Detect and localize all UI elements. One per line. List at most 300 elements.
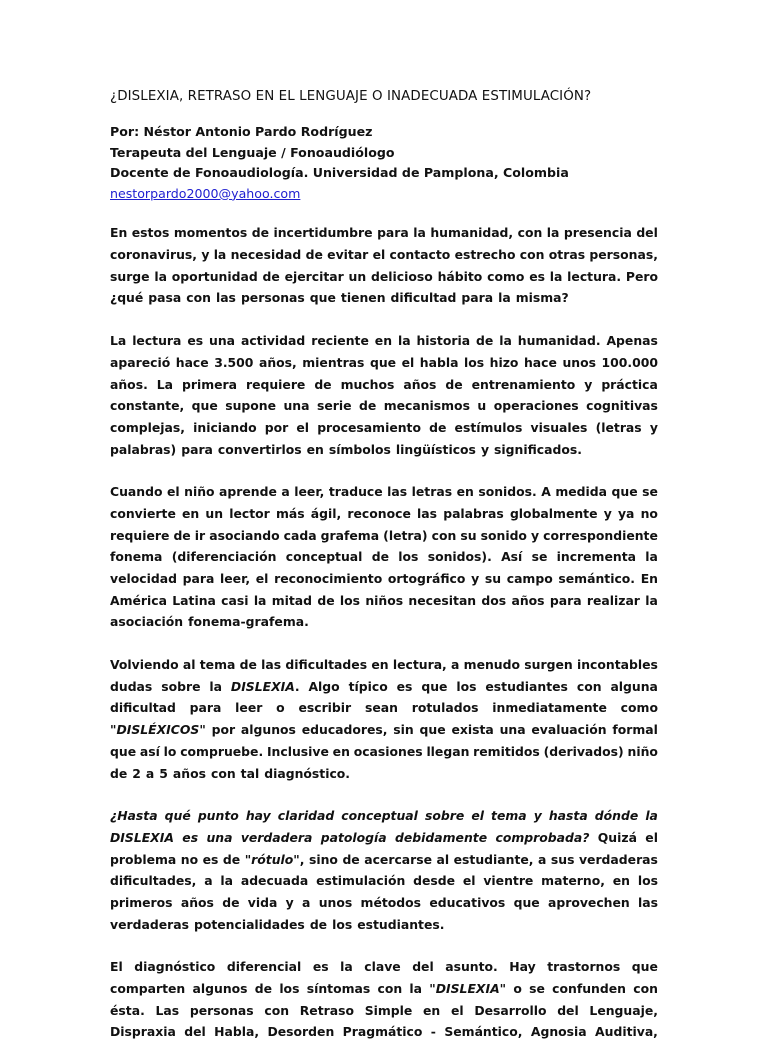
- word: de: [342, 851, 360, 867]
- word: la: [645, 549, 658, 565]
- word: con: [633, 981, 658, 996]
- word: su: [460, 527, 477, 543]
- text-line: [110, 978, 658, 1000]
- word: un: [205, 505, 224, 521]
- word: no: [180, 851, 199, 867]
- word: métodos: [360, 894, 422, 910]
- word: en: [612, 873, 630, 889]
- word: con: [431, 527, 457, 543]
- word: "rótulo",: [244, 851, 305, 867]
- word: de: [239, 657, 257, 673]
- word: cognitivas: [586, 398, 658, 414]
- word: supone: [225, 398, 277, 414]
- word: del: [412, 959, 434, 975]
- word: pasa: [148, 290, 182, 306]
- word: formal: [612, 722, 658, 738]
- word: evitar: [327, 247, 369, 263]
- word: así: [139, 743, 160, 759]
- word: leer,: [294, 484, 325, 500]
- word: Habla,: [214, 1024, 260, 1040]
- word: conceptual: [341, 808, 418, 824]
- word: la: [498, 290, 511, 306]
- word: verdaderas: [110, 916, 189, 932]
- word: al: [436, 851, 450, 867]
- text-line: [110, 374, 658, 396]
- word: 3.500: [214, 354, 254, 370]
- word: actividad: [240, 333, 306, 349]
- word: las: [638, 894, 658, 910]
- word: Volviendo: [110, 657, 179, 673]
- word: a: [538, 851, 547, 867]
- word: (diferenciación: [171, 549, 277, 565]
- word: campo: [506, 571, 553, 586]
- word: alguna: [610, 678, 658, 694]
- word: la: [499, 333, 512, 349]
- word: convierte: [110, 505, 176, 521]
- word: el: [255, 571, 269, 586]
- word: estímulos: [454, 419, 523, 435]
- word: materno,: [541, 873, 605, 889]
- word: que: [421, 678, 448, 694]
- word: de: [429, 419, 447, 435]
- word: el: [645, 829, 658, 845]
- word: 2: [132, 765, 141, 781]
- word: que: [419, 722, 446, 738]
- word: y: [471, 571, 480, 586]
- word: estudiantes.: [357, 916, 445, 932]
- word: correspondiente: [543, 527, 658, 543]
- word: Desarrollo: [474, 1002, 547, 1018]
- word: problema: [110, 851, 177, 867]
- word: escribir: [298, 700, 352, 716]
- word: de: [222, 894, 240, 910]
- word: de: [476, 333, 494, 349]
- word: típico: [348, 678, 388, 694]
- word: unos: [562, 354, 596, 370]
- word: claridad: [277, 808, 335, 824]
- word: patología: [320, 829, 387, 845]
- word: sobre: [424, 808, 465, 824]
- word: más: [275, 505, 305, 521]
- word: con: [186, 290, 211, 306]
- text-line: [110, 763, 658, 785]
- word: para: [189, 700, 222, 716]
- word: hasta: [548, 808, 588, 824]
- word: que: [191, 398, 218, 414]
- word: lo: [163, 743, 177, 759]
- word: para: [549, 592, 582, 608]
- text-line: [110, 654, 658, 676]
- word: conceptual: [285, 549, 363, 565]
- word: de: [173, 527, 191, 543]
- text-line: [110, 827, 658, 849]
- word: la: [409, 981, 423, 996]
- word: significados.: [494, 441, 582, 457]
- text-line: [110, 244, 658, 266]
- word: semántico.: [558, 571, 636, 586]
- word: letras: [411, 484, 453, 500]
- word: ésta.: [110, 1002, 145, 1018]
- word: años,: [258, 354, 297, 370]
- word: menudo: [463, 657, 521, 673]
- word: 100.000: [601, 354, 658, 370]
- word: aprende: [219, 484, 277, 500]
- word: personas,: [589, 247, 658, 263]
- word: medida: [555, 484, 607, 500]
- text-line: [110, 352, 658, 374]
- word: dificultades: [285, 657, 368, 673]
- word: los: [637, 873, 658, 889]
- word: su: [484, 571, 502, 586]
- word: diagnóstico: [134, 959, 216, 975]
- text-line: [110, 611, 658, 633]
- word: es: [202, 851, 219, 867]
- word: realizar: [586, 592, 640, 608]
- word: en: [456, 484, 474, 500]
- word: se: [529, 981, 545, 996]
- paragraph: [110, 481, 658, 633]
- text-line: [110, 590, 658, 612]
- word: a: [302, 894, 311, 910]
- word: velocidad: [110, 571, 177, 586]
- word: la: [546, 225, 560, 241]
- word: asociación: [110, 614, 184, 630]
- text-line: [110, 870, 658, 892]
- word: traduce: [328, 484, 383, 500]
- text-line: [110, 914, 658, 936]
- word: palabras: [443, 505, 504, 521]
- word: ir: [194, 527, 206, 543]
- word: verdadera: [240, 829, 313, 845]
- word: la: [549, 268, 563, 284]
- word: iniciando: [193, 419, 257, 435]
- word: clave: [364, 959, 401, 975]
- word: misma?: [515, 290, 569, 306]
- word: (derivados): [543, 743, 624, 759]
- text-line: [110, 697, 658, 719]
- word: de: [254, 981, 273, 996]
- word: la: [397, 333, 411, 349]
- word: lectura,: [392, 657, 447, 673]
- word: a: [281, 484, 290, 500]
- word: constante,: [110, 398, 185, 414]
- document-title: ¿DISLEXIA, RETRASO EN EL LENGUAJE O INADECUADA ESTIMULACIÓN?: [110, 89, 592, 104]
- word: ¿Hasta: [110, 808, 158, 824]
- word: años: [511, 592, 545, 608]
- word: del: [636, 225, 658, 241]
- word: años: [403, 376, 437, 392]
- word: ocasiones: [353, 743, 423, 759]
- word: (letras: [595, 419, 642, 435]
- word: vida: [247, 894, 278, 910]
- word: que: [631, 959, 658, 975]
- word: el: [401, 354, 415, 370]
- word: y: [480, 441, 490, 457]
- word: habla: [419, 354, 459, 370]
- word: "DISLEXIA": [429, 981, 507, 996]
- word: trastornos: [547, 959, 621, 975]
- word: requiere: [110, 527, 170, 543]
- word: práctica: [601, 376, 658, 392]
- word: u: [477, 398, 487, 414]
- word: DISLEXIA: [110, 829, 174, 845]
- word: estudiante,: [453, 851, 534, 867]
- word: tema: [199, 657, 236, 673]
- text-line: [110, 330, 658, 352]
- word: o: [513, 981, 522, 996]
- word: La: [156, 376, 174, 392]
- word: "DISLÉXICOS": [110, 722, 206, 738]
- word: Quizá: [597, 829, 637, 845]
- word: momentos: [173, 225, 248, 241]
- word: de: [314, 376, 332, 392]
- word: que: [611, 484, 638, 500]
- paragraph: [110, 222, 658, 309]
- text-line: [110, 741, 658, 763]
- word: exista: [451, 722, 494, 738]
- word: de: [222, 851, 241, 867]
- word: La: [110, 333, 127, 349]
- text-line: [110, 525, 658, 547]
- word: la: [209, 678, 222, 694]
- word: la: [340, 959, 353, 975]
- word: y: [584, 376, 593, 392]
- word: América: [110, 592, 167, 608]
- word: que: [309, 290, 336, 306]
- word: (letra): [383, 527, 428, 543]
- word: la: [413, 225, 426, 241]
- word: para: [182, 571, 215, 586]
- word: complejas,: [110, 419, 185, 435]
- word: Agnosia: [530, 1024, 587, 1040]
- document-page: [110, 86, 658, 1064]
- word: En: [640, 571, 658, 586]
- word: las: [215, 290, 236, 306]
- word: fonema-grafema.: [188, 614, 309, 630]
- word: los: [279, 981, 300, 996]
- word: el: [471, 808, 484, 824]
- text-line: [110, 439, 658, 461]
- author-byline: Por: Néstor Antonio Pardo Rodríguez: [110, 124, 373, 139]
- word: diagnóstico.: [264, 765, 351, 781]
- word: delicioso: [371, 268, 433, 284]
- word: a: [451, 657, 460, 673]
- word: debidamente: [395, 829, 488, 845]
- word: Auditiva,: [595, 1024, 658, 1040]
- word: por: [211, 722, 236, 738]
- word: diferencial: [226, 959, 302, 975]
- paragraph: [110, 330, 658, 460]
- word: reciente: [311, 333, 369, 349]
- word: llegan: [426, 743, 470, 759]
- word: visuales: [530, 419, 588, 435]
- word: unos: [318, 894, 353, 910]
- word: comprobada?: [495, 829, 590, 845]
- word: globalmente: [509, 505, 598, 521]
- word: los: [456, 678, 477, 694]
- word: la: [154, 268, 167, 284]
- word: convertirlos: [217, 441, 302, 457]
- word: incrementa: [556, 549, 636, 565]
- word: de: [305, 247, 323, 263]
- word: Simple: [364, 1002, 413, 1018]
- word: la: [253, 592, 267, 608]
- word: es: [529, 268, 545, 284]
- word: ya: [617, 505, 635, 521]
- word: muchos: [340, 376, 395, 392]
- word: reconoce: [347, 505, 411, 521]
- word: es: [396, 678, 413, 694]
- word: el: [166, 484, 180, 500]
- word: DISLEXIA.: [230, 678, 300, 694]
- word: 5: [159, 765, 168, 781]
- word: dificultades,: [110, 873, 197, 889]
- word: símbolos: [328, 441, 391, 457]
- word: las: [417, 505, 438, 521]
- word: cada: [283, 527, 317, 543]
- word: evaluación: [531, 722, 607, 738]
- word: de: [445, 376, 463, 392]
- author-email-link[interactable]: nestorpardo2000@yahoo.com: [110, 185, 301, 201]
- word: en: [371, 657, 389, 673]
- word: punto: [197, 808, 239, 824]
- word: la: [213, 247, 227, 263]
- word: estrecho: [454, 247, 516, 263]
- word: tal: [240, 765, 260, 781]
- word: estos: [131, 225, 170, 241]
- word: se: [531, 549, 548, 565]
- word: el: [462, 873, 476, 889]
- word: Algo: [308, 678, 340, 694]
- word: tienen: [340, 290, 386, 306]
- word: otras: [548, 247, 586, 263]
- word: contacto: [389, 247, 451, 263]
- word: y: [285, 894, 294, 910]
- word: ejercitar: [284, 268, 344, 284]
- word: años: [180, 894, 214, 910]
- word: ortográfico: [387, 571, 466, 586]
- text-line: [110, 481, 658, 503]
- word: de: [251, 225, 269, 241]
- word: Semántico,: [444, 1024, 523, 1040]
- word: grafema: [320, 527, 380, 543]
- word: para: [461, 290, 494, 306]
- word: que: [110, 743, 137, 759]
- text-line: [110, 1021, 658, 1043]
- word: En: [110, 225, 128, 241]
- word: humanidad,: [430, 225, 514, 241]
- word: la: [220, 873, 233, 889]
- word: niño: [184, 484, 215, 500]
- word: historia: [416, 333, 471, 349]
- author-role: Terapeuta del Lenguaje / Fonoaudiólogo: [110, 144, 395, 160]
- word: surgen: [524, 657, 573, 673]
- word: asunto.: [445, 959, 498, 975]
- word: en: [306, 441, 324, 457]
- word: educadores,: [301, 722, 388, 738]
- word: como: [487, 268, 525, 284]
- text-line: [110, 568, 658, 590]
- word: de: [110, 765, 128, 781]
- text-line: [110, 719, 658, 741]
- word: primera: [181, 376, 237, 392]
- word: y: [603, 505, 612, 521]
- author-affiliation: Docente de Fonoaudiología. Universidad de Pamplona, Colombia: [110, 165, 569, 181]
- word: sino: [308, 851, 338, 867]
- word: mientras: [302, 354, 365, 370]
- word: dificultad: [390, 290, 457, 306]
- word: entrenamiento: [471, 376, 576, 392]
- word: es: [182, 829, 199, 845]
- word: por: [264, 419, 289, 435]
- word: que: [369, 354, 397, 370]
- word: sonidos).: [427, 549, 492, 565]
- text-line: [110, 892, 658, 914]
- word: educativos: [429, 894, 506, 910]
- word: incertidumbre: [273, 225, 373, 241]
- word: serie: [316, 398, 352, 414]
- word: vientre: [483, 873, 534, 889]
- word: un: [348, 268, 367, 284]
- word: y: [201, 247, 210, 263]
- word: se: [642, 484, 658, 500]
- word: en: [332, 743, 350, 759]
- word: la: [645, 808, 658, 824]
- word: el: [450, 1002, 464, 1018]
- article-body: [110, 222, 658, 1043]
- word: o: [276, 700, 285, 716]
- text-line: [110, 1000, 658, 1022]
- text-line: [110, 676, 658, 698]
- word: años.: [110, 376, 148, 392]
- word: las: [261, 657, 282, 673]
- word: potencialidades: [193, 916, 305, 932]
- word: leer: [235, 700, 263, 716]
- word: rotulados: [411, 700, 479, 716]
- word: que: [513, 894, 540, 910]
- word: lector: [229, 505, 270, 521]
- word: lectura.: [567, 268, 622, 284]
- word: -: [430, 1024, 436, 1040]
- word: coronavirus,: [110, 247, 198, 263]
- word: operaciones: [493, 398, 579, 414]
- word: Latina: [172, 592, 216, 608]
- word: en: [423, 1002, 441, 1018]
- word: inmediatamente: [492, 700, 607, 716]
- word: con: [377, 981, 403, 996]
- word: Lenguaje,: [589, 1002, 658, 1018]
- word: lectura: [132, 333, 182, 349]
- word: Desorden: [267, 1024, 335, 1040]
- word: niños: [365, 592, 404, 608]
- text-line: [110, 805, 658, 827]
- word: presencia: [563, 225, 632, 241]
- word: sean: [364, 700, 398, 716]
- word: dificultad: [110, 700, 176, 716]
- word: del: [184, 1024, 206, 1040]
- word: a: [145, 765, 155, 781]
- word: surge: [110, 268, 150, 284]
- word: requiere: [245, 376, 306, 392]
- word: de: [317, 592, 335, 608]
- word: comparten: [110, 981, 186, 996]
- word: Hay: [509, 959, 536, 975]
- word: algunos: [240, 722, 296, 738]
- word: la: [645, 592, 658, 608]
- word: oportunidad: [171, 268, 258, 284]
- word: en: [182, 505, 200, 521]
- word: procesamiento: [317, 419, 421, 435]
